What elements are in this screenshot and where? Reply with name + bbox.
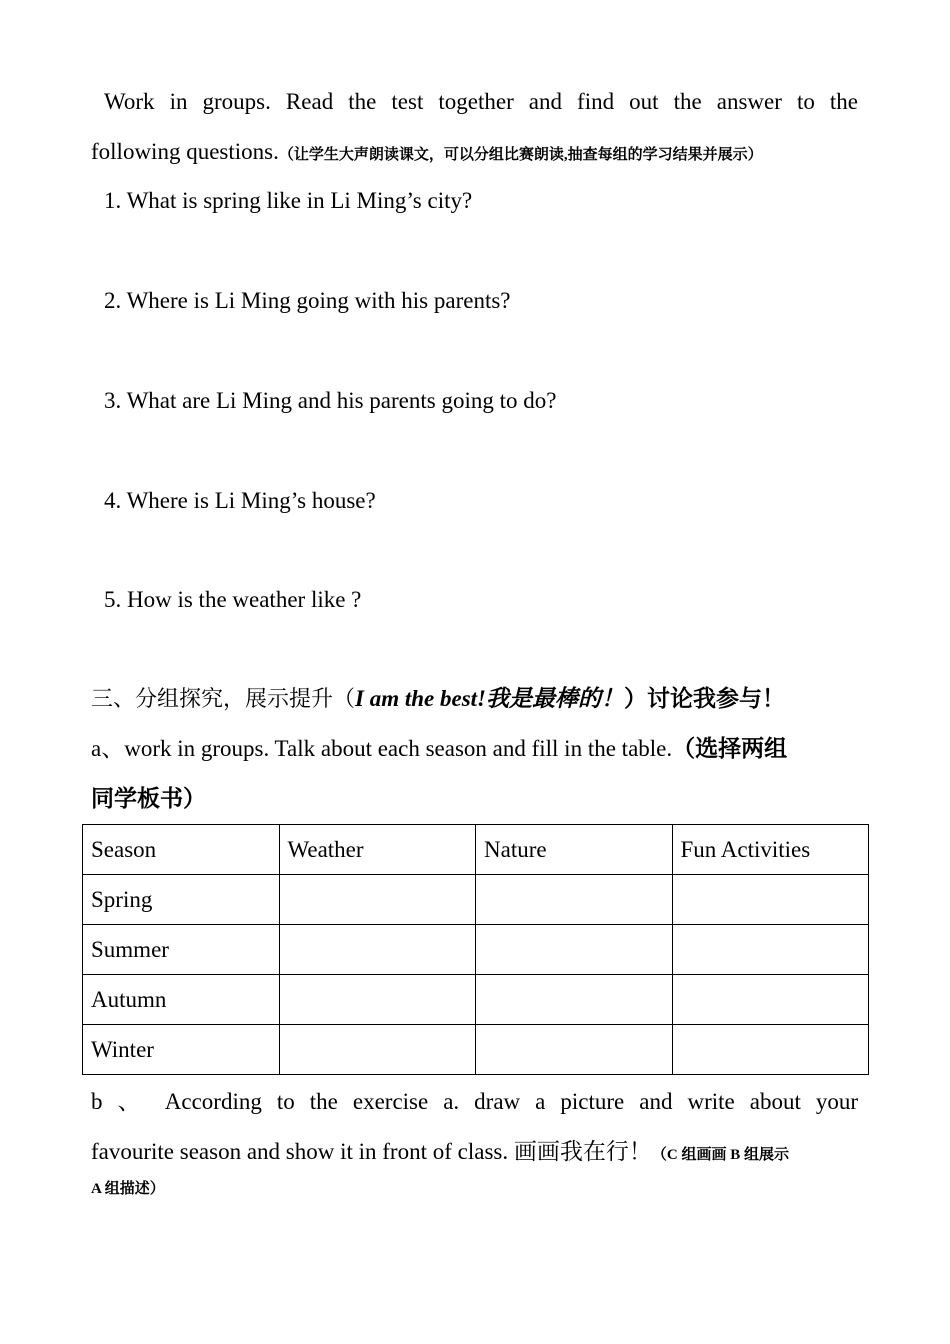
task-b-text: favourite season and show it in front of class. 画画我在行！ xyxy=(91,1139,652,1164)
season-table xyxy=(82,824,869,1075)
intro-line-2-text: following questions. xyxy=(91,139,279,164)
section-3-prefix: 三、分组探究，展示提升（ xyxy=(91,687,356,712)
task-a-line-1 xyxy=(91,724,858,774)
table-cell-activities[interactable] xyxy=(672,975,869,1025)
table-row xyxy=(83,1025,869,1075)
section-3-slogan: I am the best!我是最棒的！ xyxy=(355,686,624,711)
task-b-line-3: A 组描述） xyxy=(91,1181,165,1197)
table-cell-weather[interactable] xyxy=(279,975,476,1025)
section-3-heading xyxy=(91,674,858,725)
task-b-line-2 xyxy=(91,1127,858,1180)
task-a-line-2: 同学板书） xyxy=(91,786,206,811)
table-header-cell: Nature xyxy=(476,825,673,875)
table-row xyxy=(83,925,869,975)
question-4: 4. Where is Li Ming’s house? xyxy=(104,488,376,513)
section-3-suffix: ）讨论我参与！ xyxy=(624,686,785,711)
table-cell-nature[interactable] xyxy=(476,1025,673,1075)
table-cell-nature[interactable] xyxy=(476,925,673,975)
table-cell-activities[interactable] xyxy=(672,875,869,925)
table-cell-season: Winter xyxy=(83,1025,280,1075)
question-2: 2. Where is Li Ming going with his parents? xyxy=(104,288,511,313)
table-cell-season: Summer xyxy=(83,925,280,975)
table-row xyxy=(83,875,869,925)
table-cell-weather[interactable] xyxy=(279,1025,476,1075)
intro-teacher-note: （让学生大声朗读课文，可以分组比赛朗读,抽查每组的学习结果并展示） xyxy=(278,147,763,163)
table-header-cell: Season xyxy=(83,825,280,875)
question-3: 3. What are Li Ming and his parents going to do? xyxy=(104,388,557,413)
table-cell-season: Spring xyxy=(83,875,280,925)
task-a-note-1: （选择两组 xyxy=(672,736,788,761)
question-1: 1. What is spring like in Li Ming’s city? xyxy=(104,188,473,213)
table-cell-nature[interactable] xyxy=(476,875,673,925)
table-cell-weather[interactable] xyxy=(279,875,476,925)
table-cell-activities[interactable] xyxy=(672,1025,869,1075)
table-header-cell: Weather xyxy=(279,825,476,875)
table-cell-season: Autumn xyxy=(83,975,280,1025)
task-b-line-1: b 、 According to the exercise a. draw a picture and write about your xyxy=(91,1089,858,1114)
question-5: 5. How is the weather like ? xyxy=(104,587,362,612)
task-a-text: a、work in groups. Talk about each season and fill in the table. xyxy=(91,736,673,761)
intro-line-2 xyxy=(91,127,858,180)
task-b-note: （C 组画画 B 组展示 xyxy=(651,1147,789,1163)
table-header-row xyxy=(83,825,869,875)
table-row xyxy=(83,975,869,1025)
table-header-cell: Fun Activities xyxy=(672,825,869,875)
intro-line-1: Work in groups. Read the test together and find out the answer to the xyxy=(104,89,858,114)
table-cell-nature[interactable] xyxy=(476,975,673,1025)
table-cell-activities[interactable] xyxy=(672,925,869,975)
table-cell-weather[interactable] xyxy=(279,925,476,975)
